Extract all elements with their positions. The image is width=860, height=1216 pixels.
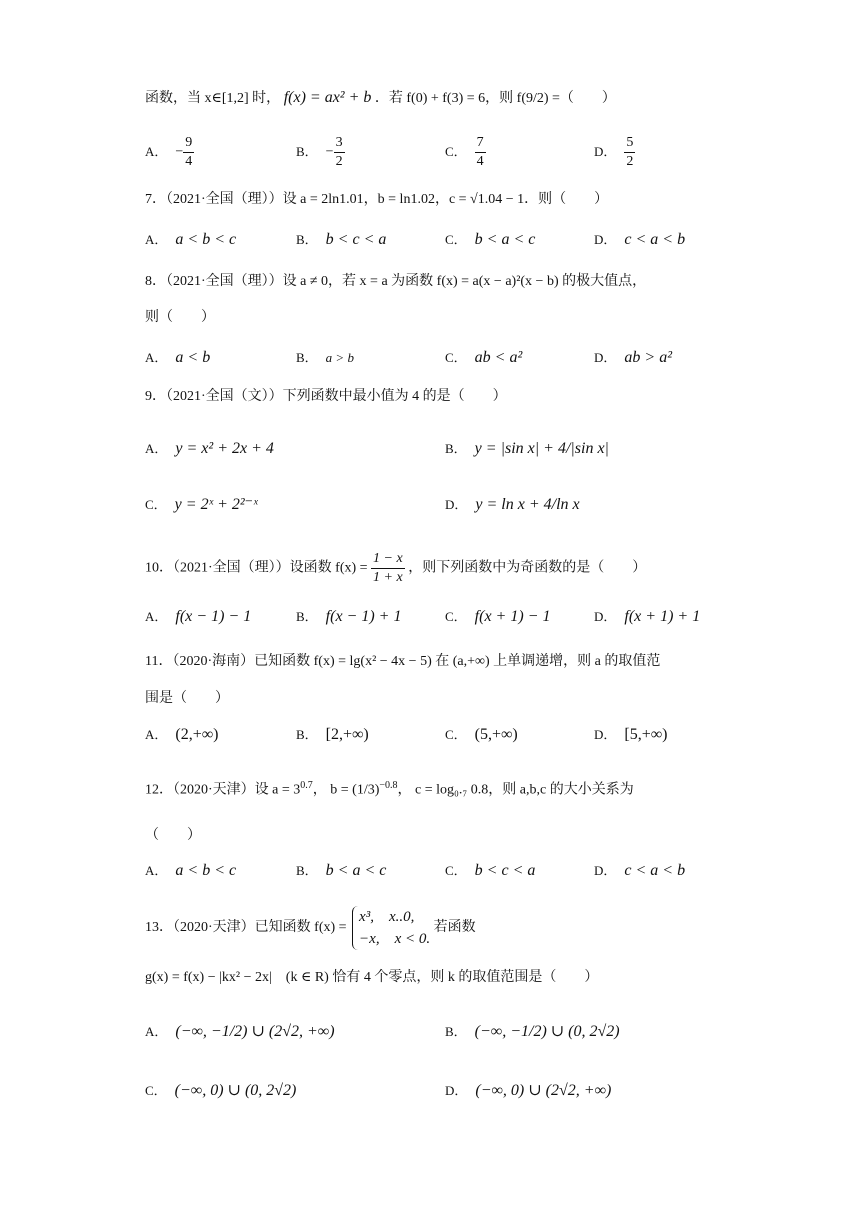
option-label: B． [445, 441, 467, 456]
option-text: c < a < b [624, 862, 686, 879]
q11-option-d[interactable] [594, 725, 667, 746]
option-text: b < c < a [325, 231, 387, 248]
option-fraction [624, 134, 635, 171]
option-label: B． [296, 863, 318, 878]
fraction-denominator: 1 + x [373, 570, 403, 585]
q7-option-b[interactable] [296, 230, 386, 251]
option-label: A． [145, 1024, 168, 1039]
option-text: y = 2ˣ + 2²⁻ˣ [174, 496, 258, 513]
q11-stem: 11．（2020·海南）已知函数 f(x) = lg(x² − 4x − 5) 在 (a,+∞) 上单调递增，则 a 的取值范 [145, 654, 661, 669]
option-label: D． [445, 497, 468, 512]
option-text: ab < a² [474, 349, 523, 366]
fraction-numerator: 3 [334, 134, 345, 153]
q13-option-d[interactable] [445, 1081, 611, 1102]
q8-option-c[interactable] [445, 348, 522, 369]
option-sign: − [175, 144, 184, 160]
q10-option-c[interactable] [445, 607, 550, 628]
q12-option-d[interactable] [594, 861, 685, 882]
q7-stem: 7．（2021·全国（理））设 a = 2ln1.01，b = ln1.02，c = √1.04 − 1．则（ ） [145, 192, 609, 207]
q6-option-c[interactable] [445, 134, 486, 171]
option-label: B． [296, 727, 318, 742]
q13-case-1: x³, x..0, [359, 909, 415, 925]
option-text: (−∞, −1/2) ∪ (0, 2√2) [474, 1023, 620, 1040]
option-label: D． [445, 1083, 468, 1098]
option-text: a < b [175, 349, 211, 366]
q12-stem [145, 776, 634, 801]
q9-option-d[interactable] [445, 495, 580, 516]
option-text: y = ln x + 4/ln x [475, 496, 580, 513]
q12-stem-continued: （ ） [145, 828, 201, 843]
option-text: (2,+∞) [175, 726, 219, 743]
q11-option-a[interactable] [145, 725, 218, 746]
q11-option-b[interactable] [296, 725, 369, 746]
q9-option-a[interactable] [145, 439, 274, 460]
fraction-denominator: 2 [626, 154, 634, 169]
option-text: (5,+∞) [474, 726, 518, 743]
option-label: C． [445, 350, 467, 365]
q12-stem-part-b: ， b = (1/3) [312, 782, 380, 798]
q12-option-a[interactable] [145, 861, 236, 882]
option-label: D． [594, 350, 617, 365]
option-label: D． [594, 143, 617, 159]
option-label: A． [145, 863, 168, 878]
option-fraction [334, 134, 345, 171]
q9-stem: 9．（2021·全国（文））下列函数中最小值为 4 的是（ ） [145, 389, 507, 404]
option-label: C． [445, 609, 467, 624]
option-label: D． [594, 232, 617, 247]
q6-option-a[interactable] [145, 134, 194, 171]
q10-option-b[interactable] [296, 607, 401, 628]
option-label: B． [296, 350, 318, 365]
option-text: [5,+∞) [624, 726, 668, 743]
q6-stem-part-a: 函数，当 x∈[1,2] 时， [145, 91, 281, 106]
option-label: D． [594, 863, 617, 878]
option-fraction [475, 134, 486, 171]
q12-option-b[interactable] [296, 861, 386, 882]
option-label: A． [145, 441, 168, 456]
q13-option-c[interactable] [145, 1081, 296, 1102]
option-sign: − [325, 144, 334, 160]
option-text: a < b < c [175, 862, 237, 879]
q12-stem-part-a: 12．（2020·天津）设 a = 3 [145, 782, 301, 798]
q10-option-a[interactable] [145, 607, 251, 628]
q13-option-b[interactable] [445, 1022, 620, 1043]
option-text: f(x + 1) + 1 [624, 608, 701, 625]
q13-stem-part-b: 若函数 [433, 920, 476, 936]
q13-case-2: −x, x < 0. [359, 931, 431, 947]
q13-stem-part-a: 13．（2020·天津）已知函数 f(x) = [145, 920, 347, 936]
option-label: C． [145, 1083, 167, 1098]
option-text: b < a < c [474, 231, 536, 248]
option-label: B． [296, 609, 318, 624]
fraction-denominator: 2 [335, 154, 343, 169]
q13-piecewise [352, 906, 430, 950]
q10-stem-part-b: ，则下列函数中为奇函数的是（ ） [408, 560, 647, 576]
fraction-denominator: 4 [185, 154, 193, 169]
q6-option-b[interactable] [296, 134, 345, 171]
q8-option-d[interactable] [594, 348, 672, 369]
option-label: C． [145, 497, 167, 512]
option-label: A． [145, 232, 168, 247]
q10-option-d[interactable] [594, 607, 700, 628]
option-text: (−∞, 0) ∪ (0, 2√2) [174, 1082, 297, 1099]
option-text: a > b [325, 350, 354, 365]
fraction-numerator: 5 [624, 134, 635, 153]
option-text: [2,+∞) [325, 726, 369, 743]
option-label: B． [296, 143, 318, 159]
option-text: b < a < c [325, 862, 387, 879]
option-text: y = x² + 2x + 4 [175, 440, 274, 457]
q9-option-c[interactable] [145, 495, 258, 516]
fraction-numerator: 1 − x [371, 550, 405, 569]
q10-stem [145, 550, 646, 587]
q8-stem-continued: 则（ ） [145, 310, 215, 325]
q10-fraction [371, 550, 405, 587]
q6-stem-part-b: ．若 f(0) + f(3) = 6，则 f(9/2) =（ ） [374, 91, 616, 106]
q13-option-a[interactable] [145, 1022, 335, 1043]
option-label: B． [445, 1024, 467, 1039]
option-fraction [183, 134, 194, 171]
q13-stem [145, 906, 476, 950]
option-text: a < b < c [175, 231, 237, 248]
option-text: b < c < a [474, 862, 536, 879]
q6-stem-math: f(x) = ax² + b [283, 89, 372, 106]
q12-option-c[interactable] [445, 861, 535, 882]
option-label: C． [445, 143, 467, 159]
option-label: D． [594, 609, 617, 624]
option-label: A． [145, 143, 168, 159]
option-text: f(x + 1) − 1 [474, 608, 551, 625]
q8-option-b[interactable] [296, 348, 354, 369]
option-label: A． [145, 350, 168, 365]
q10-stem-part-a: 10．（2021·全国（理））设函数 f(x) = [145, 560, 368, 576]
option-label: D． [594, 727, 617, 742]
q8-option-a[interactable] [145, 348, 210, 369]
option-label: A． [145, 727, 168, 742]
option-label: C． [445, 863, 467, 878]
q6-option-d[interactable] [594, 134, 635, 171]
option-label: C． [445, 727, 467, 742]
option-label: A． [145, 609, 168, 624]
option-text: y = |sin x| + 4/|sin x| [474, 440, 609, 457]
option-label: C． [445, 232, 467, 247]
option-text: (−∞, 0) ∪ (2√2, +∞) [475, 1082, 612, 1099]
q7-option-d[interactable] [594, 230, 685, 251]
q9-option-b[interactable] [445, 439, 609, 460]
option-text: c < a < b [624, 231, 686, 248]
q12-a-exponent: 0.7 [300, 780, 313, 791]
fraction-numerator: 9 [183, 134, 194, 153]
q6-stem [145, 88, 616, 109]
q11-option-c[interactable] [445, 725, 518, 746]
q7-option-c[interactable] [445, 230, 535, 251]
q11-stem-continued: 围是（ ） [145, 691, 229, 706]
q12-stem-part-c: ， c = log₀.₇ 0.8，则 a,b,c 的大小关系为 [397, 782, 634, 798]
option-label: B． [296, 232, 318, 247]
q7-option-a[interactable] [145, 230, 236, 251]
fraction-numerator: 7 [475, 134, 486, 153]
option-text: f(x − 1) − 1 [175, 608, 252, 625]
fraction-denominator: 4 [476, 154, 484, 169]
q13-stem-continued: g(x) = f(x) − |kx² − 2x| (k ∈ R) 恰有 4 个零点，则 k 的取值范围是（ ） [145, 970, 599, 985]
q8-stem: 8．（2021·全国（理））设 a ≠ 0，若 x = a 为函数 f(x) = a(x − a)²(x − b) 的极大值点， [145, 274, 647, 289]
option-text: ab > a² [624, 349, 672, 366]
option-text: (−∞, −1/2) ∪ (2√2, +∞) [175, 1023, 335, 1040]
option-text: f(x − 1) + 1 [325, 608, 402, 625]
q12-b-exponent: −0.8 [379, 780, 398, 791]
